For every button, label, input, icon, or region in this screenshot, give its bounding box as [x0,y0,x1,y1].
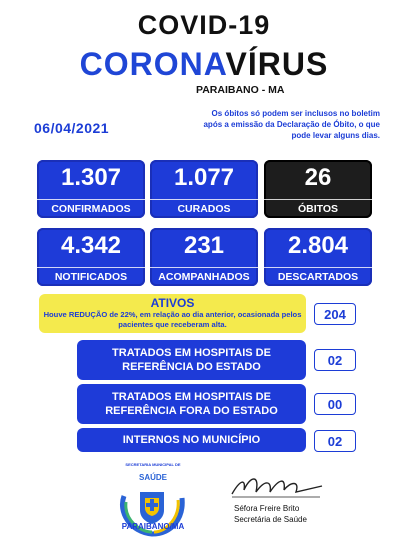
logo-city-text: PARAIBANO/MA [121,522,185,531]
signatory-role: Secretária de Saúde [234,515,307,524]
row-hospitais-estado-value: 02 [314,349,356,371]
card-value: 1.077 [173,164,235,191]
card-label: DESCARTADOS [264,267,372,286]
card-confirmados [37,160,145,218]
subtitle-corona: CORONA [79,46,226,82]
card-obitos [264,160,372,218]
card-label: ÓBITOS [264,199,372,218]
card-value: 4.342 [60,232,122,259]
ativos-box [39,294,306,333]
row-internos-municipio-value: 02 [314,430,356,452]
bulletin-date: 06/04/2021 [34,120,110,136]
city-label: PARAIBANO - MA [196,84,285,96]
card-value: 231 [183,232,225,259]
ativos-title: ATIVOS [150,296,195,310]
card-value: 1.307 [60,164,122,191]
signature [226,470,326,500]
deaths-note: Os óbitos só podem ser inclusos no boletim após a emissão da Declaração de Óbito, o que pode levar alguns dias. [203,109,380,140]
signatory-name: Séfora Freire Brito [234,504,300,513]
card-label: CURADOS [150,199,258,218]
row-hospitais-fora-estado: TRATADOS EM HOSPITAIS DE REFERÊNCIA FORA DO ESTADO [77,384,306,424]
card-curados [150,160,258,218]
subtitle-virus: VÍRUS [225,46,329,82]
card-label: NOTIFICADOS [37,267,145,286]
card-acompanhados [150,228,258,286]
card-label: ACOMPANHADOS [150,267,258,286]
card-descartados [264,228,372,286]
title: COVID-19 [137,10,271,40]
card-notificados [37,228,145,286]
card-value: 2.804 [287,232,349,259]
row-hospitais-fora-estado-value: 00 [314,393,356,415]
ativos-description: Houve REDUÇÃO de 22%, em relação ao dia anterior, ocasionada pelos pacientes que receberam alta. [43,310,302,329]
logo-top-text: SECRETARIA MUNICIPAL DE [125,462,181,467]
ativos-value: 204 [314,303,356,325]
card-label: CONFIRMADOS [37,199,145,218]
row-internos-municipio: INTERNOS NO MUNICÍPIO [77,428,306,452]
card-value: 26 [304,164,332,191]
subtitle [0,46,408,83]
row-hospitais-estado: TRATADOS EM HOSPITAIS DE REFERÊNCIA DO ESTADO [77,340,306,380]
logo-saude-text: SAÚDE [138,473,167,482]
